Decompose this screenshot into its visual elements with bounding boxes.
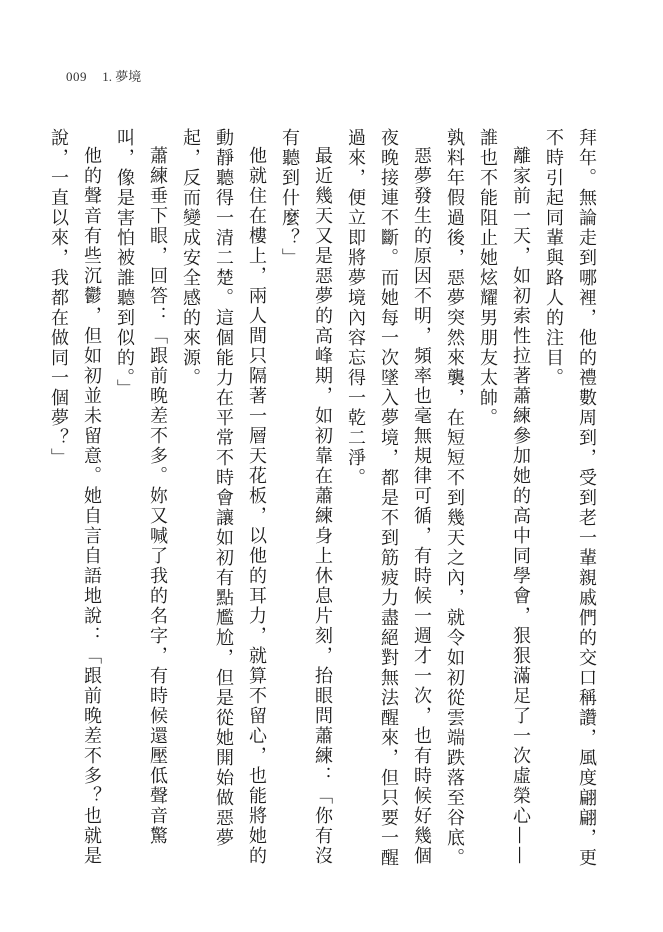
paragraph-1: 拜年。無論走到哪裡，他的禮數周到，受到老一輩親戚們的交口稱讚，風度翩翩，更不時引起同輩與路人的注目。 [543, 128, 597, 868]
chapter-title: 1. 夢境 [102, 69, 142, 84]
paragraph-2: 離家前一天，如初索性拉著蕭練參加她的高中同學會，狠狠滿足了一次虛榮心——誰也不能阻止她炫耀男朋友太帥。 [477, 128, 531, 866]
paragraph-3: 孰料年假過後，惡夢突然來襲，在短短不到幾天之內，就令如初從雲端跌落至谷底。 [444, 128, 465, 868]
paragraph-6: 他就住在樓上，兩人間只隔著一層天花板，以他的耳力，就算不留心，也能將她的動靜聽得一清二楚。這個能力在平常不時會讓如初有點尷尬，但是從她開始做惡夢起，反而變成安全感的來源。 [180, 128, 267, 866]
running-head [66, 66, 141, 85]
page-number: 009 [66, 69, 87, 84]
paragraph-7: 蕭練垂下眼，回答：「跟前晚差不多。妳又喊了我的名字，有時候還壓低聲音驚叫，像是害怕被誰聽到似的。」 [114, 128, 168, 846]
paragraph-4: 惡夢發生的原因不明，頻率也毫無規律可循，有時候一週才一次，也有時候好幾個夜晚接連不斷。而她每一次墜入夢境，都是不到筋疲力盡絕對無法醒來，但只要一醒過來，便立即將夢境內容忘得一乾二淨。 [345, 128, 432, 868]
body-text [48, 128, 603, 880]
paragraph-8: 他的聲音有些沉鬱，但如初並未留意。她自言自語地說：「跟前晚差不多？也就是說，一直以來，我都在做同一個夢？」 [48, 128, 102, 866]
paragraph-5: 最近幾天又是惡夢的高峰期，如初靠在蕭練身上休息片刻，抬眼問蕭練：「你有沒有聽到什麼？」 [279, 128, 333, 866]
